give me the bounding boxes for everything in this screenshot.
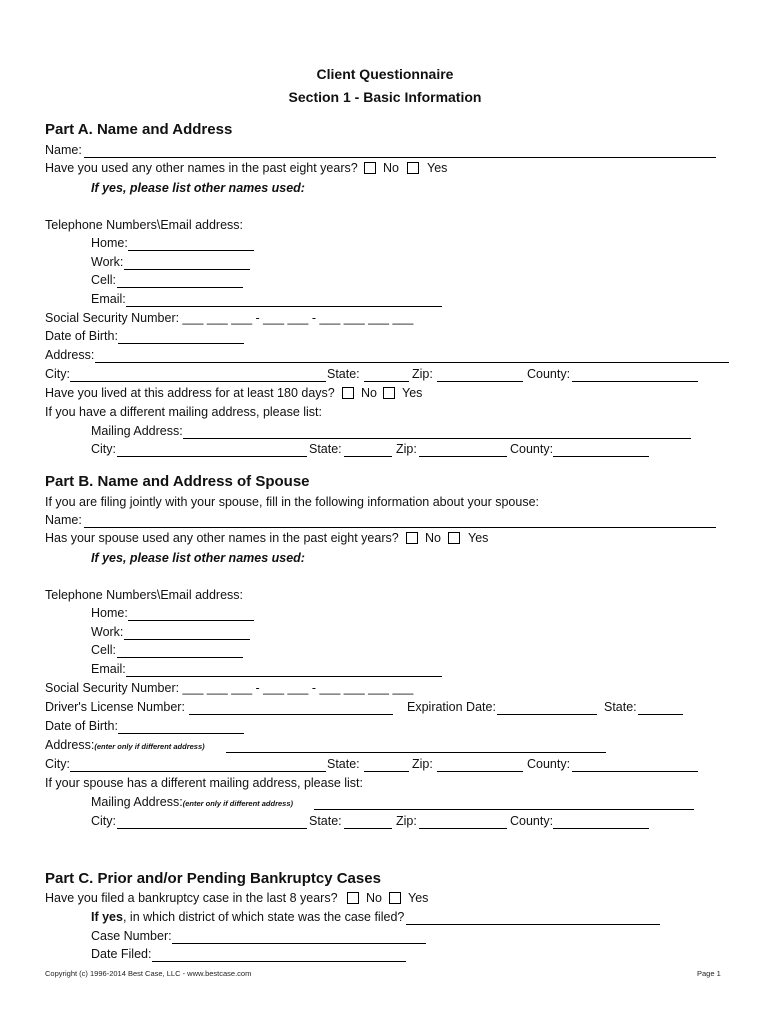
district-question (91, 910, 404, 925)
home-phone-field[interactable] (128, 250, 254, 251)
dob-label: Date of Birth: (45, 329, 118, 343)
mailing-zip-field[interactable] (419, 456, 507, 457)
spouse-mailing-city-label: City: (91, 814, 116, 828)
spouse-address-note: (enter only if different address) (94, 742, 205, 751)
if-yes-names-instruction: If yes, please list other names used: (91, 181, 305, 195)
state-field[interactable] (364, 381, 409, 382)
spouse-mailing-county-label: County: (510, 814, 554, 828)
spouse-address-field[interactable] (226, 752, 606, 753)
lived-question: Have you lived at this address for at least 180 days? (45, 386, 335, 400)
state-label: State: (327, 367, 360, 381)
home-phone-label: Home: (91, 236, 128, 250)
work-phone-label: Work: (91, 255, 124, 269)
lived-yes-label: Yes (402, 386, 423, 400)
spouse-state-field[interactable] (364, 771, 409, 772)
spouse-mailing-county-field[interactable] (553, 828, 649, 829)
license-label: Driver's License Number: (45, 700, 185, 714)
other-names-yes-label: Yes (427, 161, 448, 175)
date-filed-label: Date Filed: (91, 947, 152, 961)
mailing-county-field[interactable] (553, 456, 649, 457)
part-a-heading: Part A. Name and Address (45, 121, 233, 138)
part-b-heading: Part B. Name and Address of Spouse (45, 473, 310, 490)
spouse-other-names-question: Has your spouse used any other names in the past eight years? (45, 531, 399, 545)
spouse-state-label: State: (327, 757, 360, 771)
mailing-state-field[interactable] (344, 456, 392, 457)
bankruptcy-no-label: No (366, 891, 382, 905)
dob-field[interactable] (118, 343, 244, 344)
spouse-phones-label: Telephone Numbers\Email address: (45, 588, 244, 602)
spouse-county-field[interactable] (572, 771, 698, 772)
spouse-work-phone-label: Work: (91, 625, 124, 639)
license-state-label: State: (604, 700, 637, 714)
mailing-city-field[interactable] (117, 456, 307, 457)
spouse-ssn-field[interactable]: Social Security Number: ___ ___ ___ - ___ ___ - ___ ___ ___ ___ (45, 681, 414, 695)
other-names-no-label: No (383, 161, 399, 175)
part-c-heading: Part C. Prior and/or Pending Bankruptcy Cases (45, 870, 381, 887)
spouse-city-label: City: (45, 757, 70, 771)
ssn-field[interactable]: Social Security Number: ___ ___ ___ - ___ ___ - ___ ___ ___ ___ (45, 311, 414, 325)
spouse-home-phone-field[interactable] (128, 620, 254, 621)
date-filed-field[interactable] (152, 961, 406, 962)
spouse-mailing-city-field[interactable] (117, 828, 307, 829)
spouse-city-field[interactable] (70, 771, 326, 772)
spouse-other-names-yes-label: Yes (468, 531, 489, 545)
email-field[interactable] (126, 306, 442, 307)
spouse-mailing-state-field[interactable] (344, 828, 392, 829)
spouse-dob-field[interactable] (118, 733, 244, 734)
other-names-no-checkbox[interactable] (364, 162, 376, 174)
spouse-mailing-state-label: State: (309, 814, 342, 828)
spouse-mailing-zip-field[interactable] (419, 828, 507, 829)
county-label: County: (527, 367, 571, 381)
bankruptcy-yes-checkbox[interactable] (389, 892, 401, 904)
spouse-mailing-note: (enter only if different address) (182, 799, 294, 808)
spouse-address-label (45, 738, 205, 754)
spouse-zip-label: Zip: (412, 757, 433, 771)
district-if-yes: If yes (91, 910, 123, 924)
lived-no-label: No (361, 386, 377, 400)
zip-label: Zip: (412, 367, 433, 381)
work-phone-field[interactable] (124, 269, 250, 270)
form-subtitle: Section 1 - Basic Information (288, 89, 482, 105)
spouse-email-field[interactable] (126, 676, 442, 677)
phones-label: Telephone Numbers\Email address: (45, 218, 244, 232)
bankruptcy-filed-question: Have you filed a bankruptcy case in the last 8 years? (45, 891, 338, 905)
spouse-mailing-intro: If your spouse has a different mailing address, please list: (45, 776, 363, 790)
spouse-if-yes-names-instruction: If yes, please list other names used: (91, 551, 305, 565)
spouse-other-names-no-label: No (425, 531, 441, 545)
zip-field[interactable] (437, 381, 523, 382)
city-label: City: (45, 367, 70, 381)
mailing-zip-label: Zip: (396, 442, 417, 456)
spouse-other-names-no-checkbox[interactable] (406, 532, 418, 544)
spouse-home-phone-label: Home: (91, 606, 128, 620)
name-field[interactable] (84, 157, 716, 158)
district-question-text: , in which district of which state was the case filed? (122, 910, 405, 924)
other-names-question: Have you used any other names in the past eight years? (45, 161, 358, 175)
spouse-email-label: Email: (91, 662, 126, 676)
spouse-intro: If you are filing jointly with your spouse, fill in the following information about your spouse: (45, 495, 540, 509)
bankruptcy-yes-label: Yes (408, 891, 429, 905)
case-number-label: Case Number: (91, 929, 172, 943)
copyright-notice: Copyright (c) 1996-2014 Best Case, LLC - www.bestcase.com (45, 969, 252, 978)
spouse-name-label: Name: (45, 513, 82, 527)
mailing-city-label: City: (91, 442, 116, 456)
mailing-address-label: Mailing Address: (91, 424, 183, 438)
expiration-field[interactable] (497, 714, 597, 715)
mailing-address-field[interactable] (183, 438, 691, 439)
cell-phone-field[interactable] (117, 287, 243, 288)
spouse-name-field[interactable] (84, 527, 716, 528)
district-field[interactable] (406, 924, 660, 925)
spouse-other-names-yes-checkbox[interactable] (448, 532, 460, 544)
mailing-state-label: State: (309, 442, 342, 456)
spouse-zip-field[interactable] (437, 771, 523, 772)
spouse-cell-phone-field[interactable] (117, 657, 243, 658)
spouse-work-phone-field[interactable] (124, 639, 250, 640)
county-field[interactable] (572, 381, 698, 382)
spouse-county-label: County: (527, 757, 571, 771)
case-number-field[interactable] (172, 943, 426, 944)
lived-no-checkbox[interactable] (342, 387, 354, 399)
other-names-yes-checkbox[interactable] (407, 162, 419, 174)
page-number: Page 1 (697, 969, 721, 978)
lived-yes-checkbox[interactable] (383, 387, 395, 399)
spouse-dob-label: Date of Birth: (45, 719, 118, 733)
mailing-county-label: County: (510, 442, 554, 456)
address-label: Address: (45, 348, 95, 362)
form-title: Client Questionnaire (316, 66, 454, 82)
name-label: Name: (45, 143, 82, 157)
cell-phone-label: Cell: (91, 273, 117, 287)
spouse-address-label-text: Address: (45, 738, 95, 752)
mailing-intro: If you have a different mailing address, please list: (45, 405, 323, 419)
address-field[interactable] (95, 362, 729, 363)
spouse-mailing-zip-label: Zip: (396, 814, 417, 828)
spouse-cell-phone-label: Cell: (91, 643, 117, 657)
license-state-field[interactable] (638, 714, 683, 715)
email-label: Email: (91, 292, 126, 306)
spouse-mailing-address-field[interactable] (314, 809, 694, 810)
expiration-label: Expiration Date: (407, 700, 496, 714)
spouse-mailing-address-label (91, 795, 293, 811)
spouse-mailing-address-label-text: Mailing Address: (91, 795, 183, 809)
license-field[interactable] (189, 714, 393, 715)
bankruptcy-no-checkbox[interactable] (347, 892, 359, 904)
city-field[interactable] (70, 381, 326, 382)
